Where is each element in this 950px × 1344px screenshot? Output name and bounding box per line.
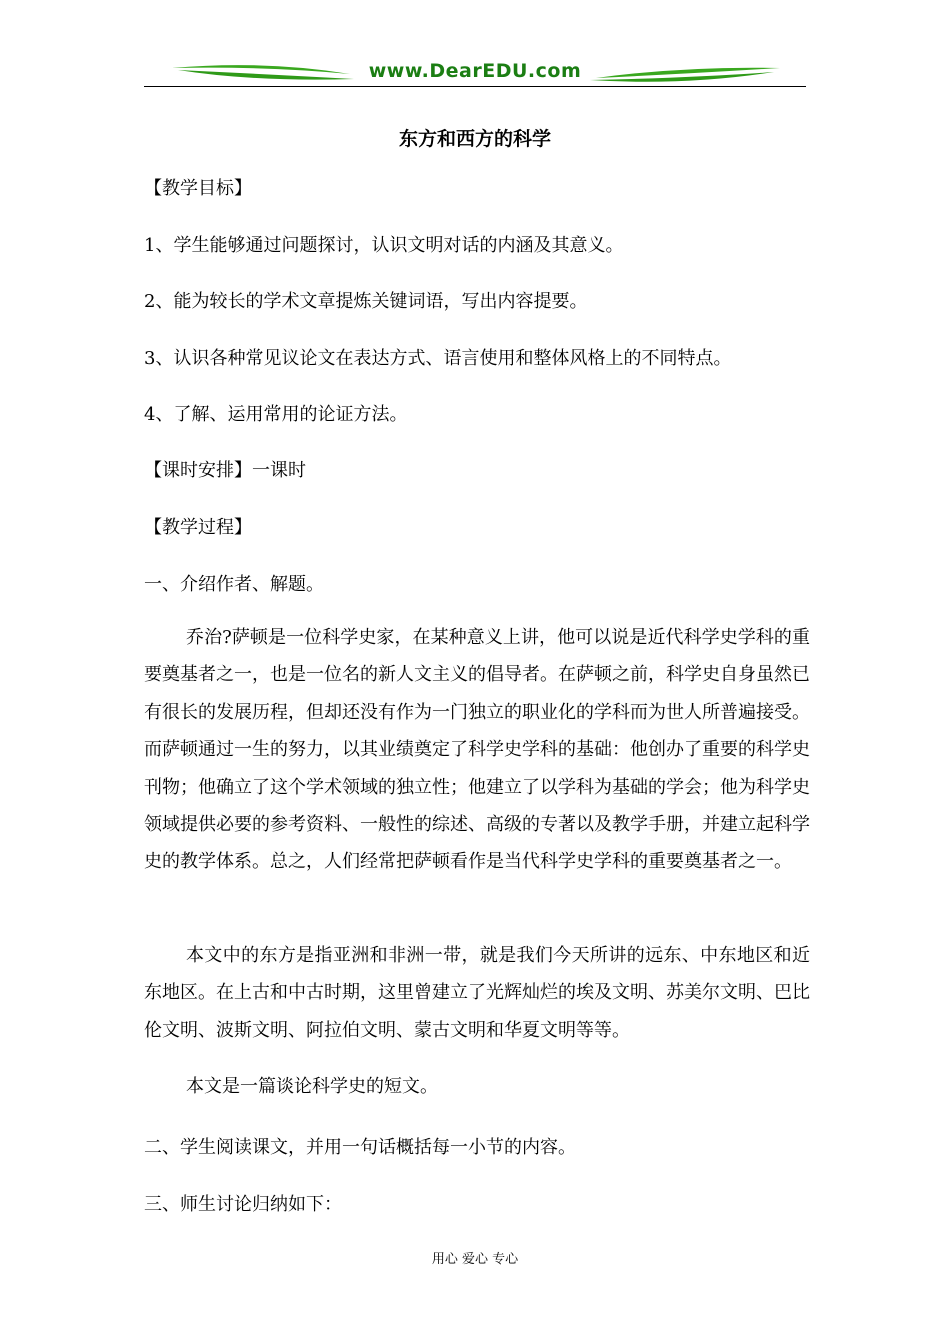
author-paragraph: 乔治?萨顿是一位科学史家，在某种意义上讲，他可以说是近代科学史学科的重要奠基者之一，也是一位名的新人文主义的倡导者。在萨顿之前，科学史自身虽然已有很长的发展历程，但却还没有作为一门独立的职业化的学科而为世人所普遍接受。而萨顿通过一生的努力，以其业绩奠定了科学史学科的基础：他创办了重要的科学史刊物；他确立了这个学术领域的独立性；他建立了以学科为基础的学会；他为科学史领域提供必要的参考资料、一般性的综述、高级的专著以及教学手册，并建立起科学史的教学体系。总之，人们经常把萨顿看作是当代科学史学科的重要奠基者之一。 <box>144 627 810 873</box>
header-divider <box>144 86 806 87</box>
summary-paragraph: 本文是一篇谈论科学史的短文。 <box>186 1076 438 1097</box>
step-one: 一、介绍作者、解题。 <box>144 574 324 595</box>
east-paragraph: 本文中的东方是指亚洲和非洲一带，就是我们今天所讲的远东、中东地区和近东地区。在上古和中古时期，这里曾建立了光辉灿烂的埃及文明、苏美尔文明、巴比伦文明、波斯文明、阿拉伯文明、蒙古文明和华夏文明等等。 <box>144 945 810 1041</box>
step-two: 二、学生阅读课文，并用一句话概括每一小节的内容。 <box>144 1137 576 1158</box>
objective-item: 1、学生能够通过问题探讨，认识文明对话的内涵及其意义。 <box>144 235 624 256</box>
objective-item: 2、能为较长的学术文章提炼关键词语，写出内容提要。 <box>144 291 588 312</box>
page-header <box>144 52 806 90</box>
objectives-heading: 【教学目标】 <box>144 178 252 199</box>
schedule-line: 【课时安排】一课时 <box>144 460 306 481</box>
site-url-logo: www.DearEDU.com <box>368 60 582 82</box>
objective-item: 4、了解、运用常用的论证方法。 <box>144 404 408 425</box>
process-heading: 【教学过程】 <box>144 517 252 538</box>
objective-item: 3、认识各种常见议论文在表达方式、语言使用和整体风格上的不同特点。 <box>144 348 732 369</box>
page-footer: 用心 爱心 专心 <box>431 1252 519 1267</box>
step-three: 三、师生讨论归纳如下： <box>144 1194 342 1215</box>
document-title: 东方和西方的科学 <box>398 128 551 150</box>
